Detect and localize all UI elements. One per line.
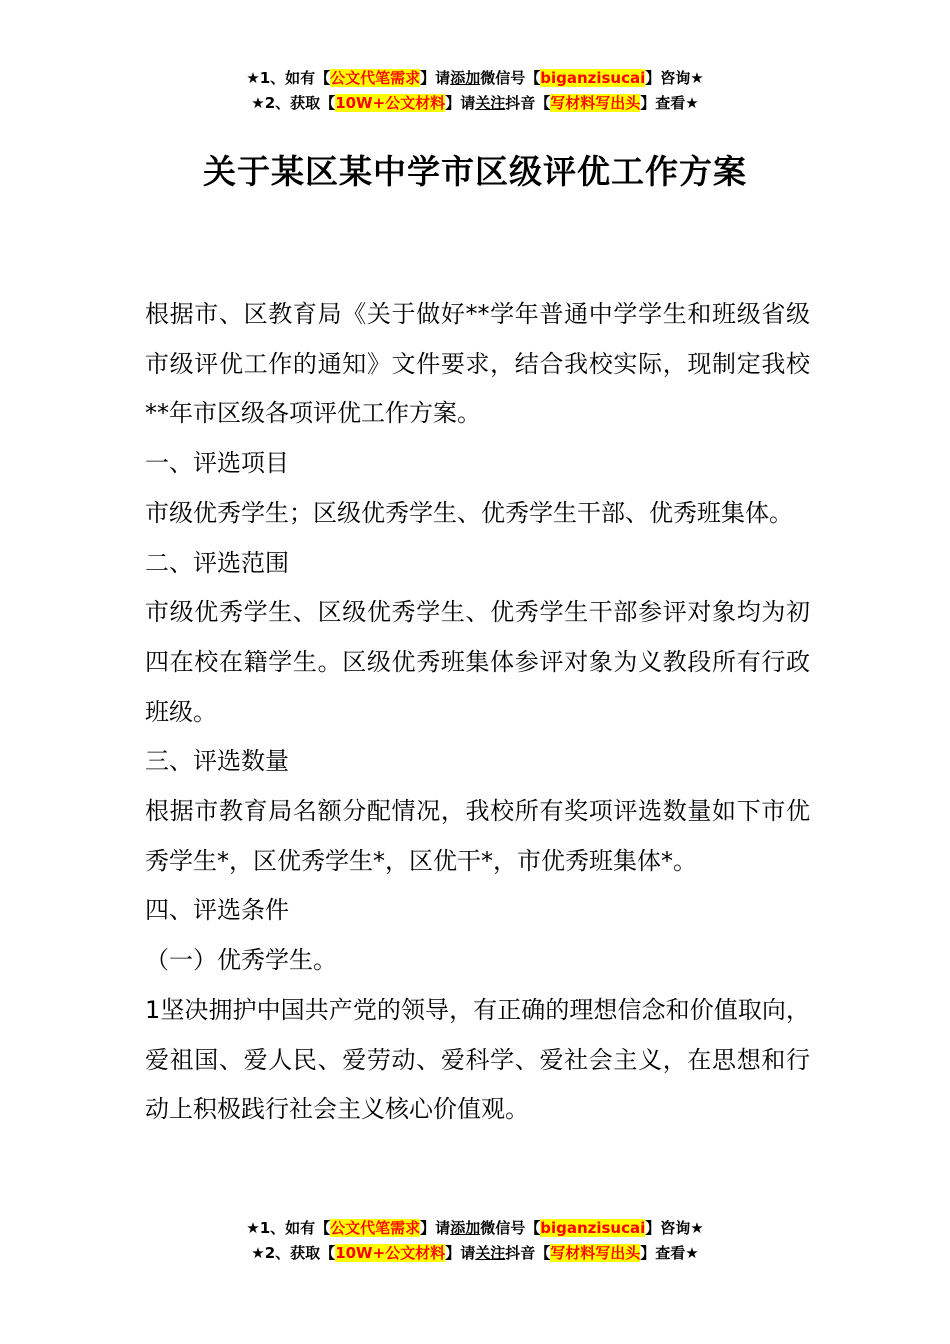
banner-text: 微信号【 [480,69,541,87]
document-title: 关于某区某中学市区级评优工作方案 [203,152,747,191]
banner-highlight-materials: 10W+公文材料 [335,1244,446,1262]
banner-underline-add: 添加 [450,1219,481,1237]
banner-text: 】请 [445,1244,476,1262]
header-banner [0,66,950,116]
section-paragraph: 市级优秀学生；区级优秀学生、优秀学生干部、优秀班集体。 [145,498,793,527]
banner-text: 】请 [420,69,451,87]
banner-highlight-wechat-id: biganzisucai [540,69,646,87]
banner-text: 】请 [420,1219,451,1237]
banner-line-1 [0,66,950,91]
section-heading: 三、评选数量 [145,747,289,776]
banner-highlight-materials: 10W+公文材料 [335,94,446,112]
banner-text: 】咨询★ [645,69,704,87]
section-heading: 一、评选项目 [145,449,289,478]
banner-highlight-wechat-id: biganzisucai [540,1219,646,1237]
banner-line-1 [0,1216,950,1241]
banner-line-2 [0,91,950,116]
list-item: 1坚决拥护中国共产党的领导，有正确的理想信念和价值取向，爱祖国、爱人民、爱劳动、爱科学、爱社会主义，在思想和行动上积极践行社会主义核心价值观。 [145,995,810,1124]
banner-text: ★1、如有【 [246,1219,331,1237]
banner-text: 抖音【 [505,1244,551,1262]
document-body [145,290,810,1135]
banner-text: ★2、获取【 [251,1244,336,1262]
subsection-heading: （一）优秀学生。 [145,946,337,975]
banner-highlight-service: 公文代笔需求 [330,1219,421,1237]
footer-banner [0,1216,950,1266]
section-heading: 四、评选条件 [145,896,289,925]
section-heading: 二、评选范围 [145,548,289,577]
banner-highlight-service: 公文代笔需求 [330,69,421,87]
banner-text: ★2、获取【 [251,94,336,112]
banner-text: 】请 [445,94,476,112]
banner-text: 抖音【 [505,94,551,112]
banner-text: 】咨询★ [645,1219,704,1237]
banner-underline-add: 添加 [450,69,481,87]
intro-paragraph: 根据市、区教育局《关于做好**学年普通中学学生和班级省级市级评优工作的通知》文件要求，结合我校实际，现制定我校**年市区级各项评优工作方案。 [145,300,810,428]
banner-text: 】查看★ [640,1244,699,1262]
banner-text: ★1、如有【 [246,69,331,87]
banner-underline-follow: 关注 [475,94,506,112]
banner-text: 微信号【 [480,1219,541,1237]
banner-text: 】查看★ [640,94,699,112]
section-paragraph: 市级优秀学生、区级优秀学生、优秀学生干部参评对象均为初四在校在籍学生。区级优秀班集体参评对象为义教段所有行政班级。 [145,598,810,726]
banner-highlight-douyin: 写材料写出头 [550,1244,641,1262]
banner-line-2 [0,1241,950,1266]
section-paragraph: 根据市教育局名额分配情况，我校所有奖项评选数量如下市优秀学生*，区优秀学生*，区优干*，市优秀班集体*。 [145,797,810,875]
banner-underline-follow: 关注 [475,1244,506,1262]
banner-highlight-douyin: 写材料写出头 [550,94,641,112]
